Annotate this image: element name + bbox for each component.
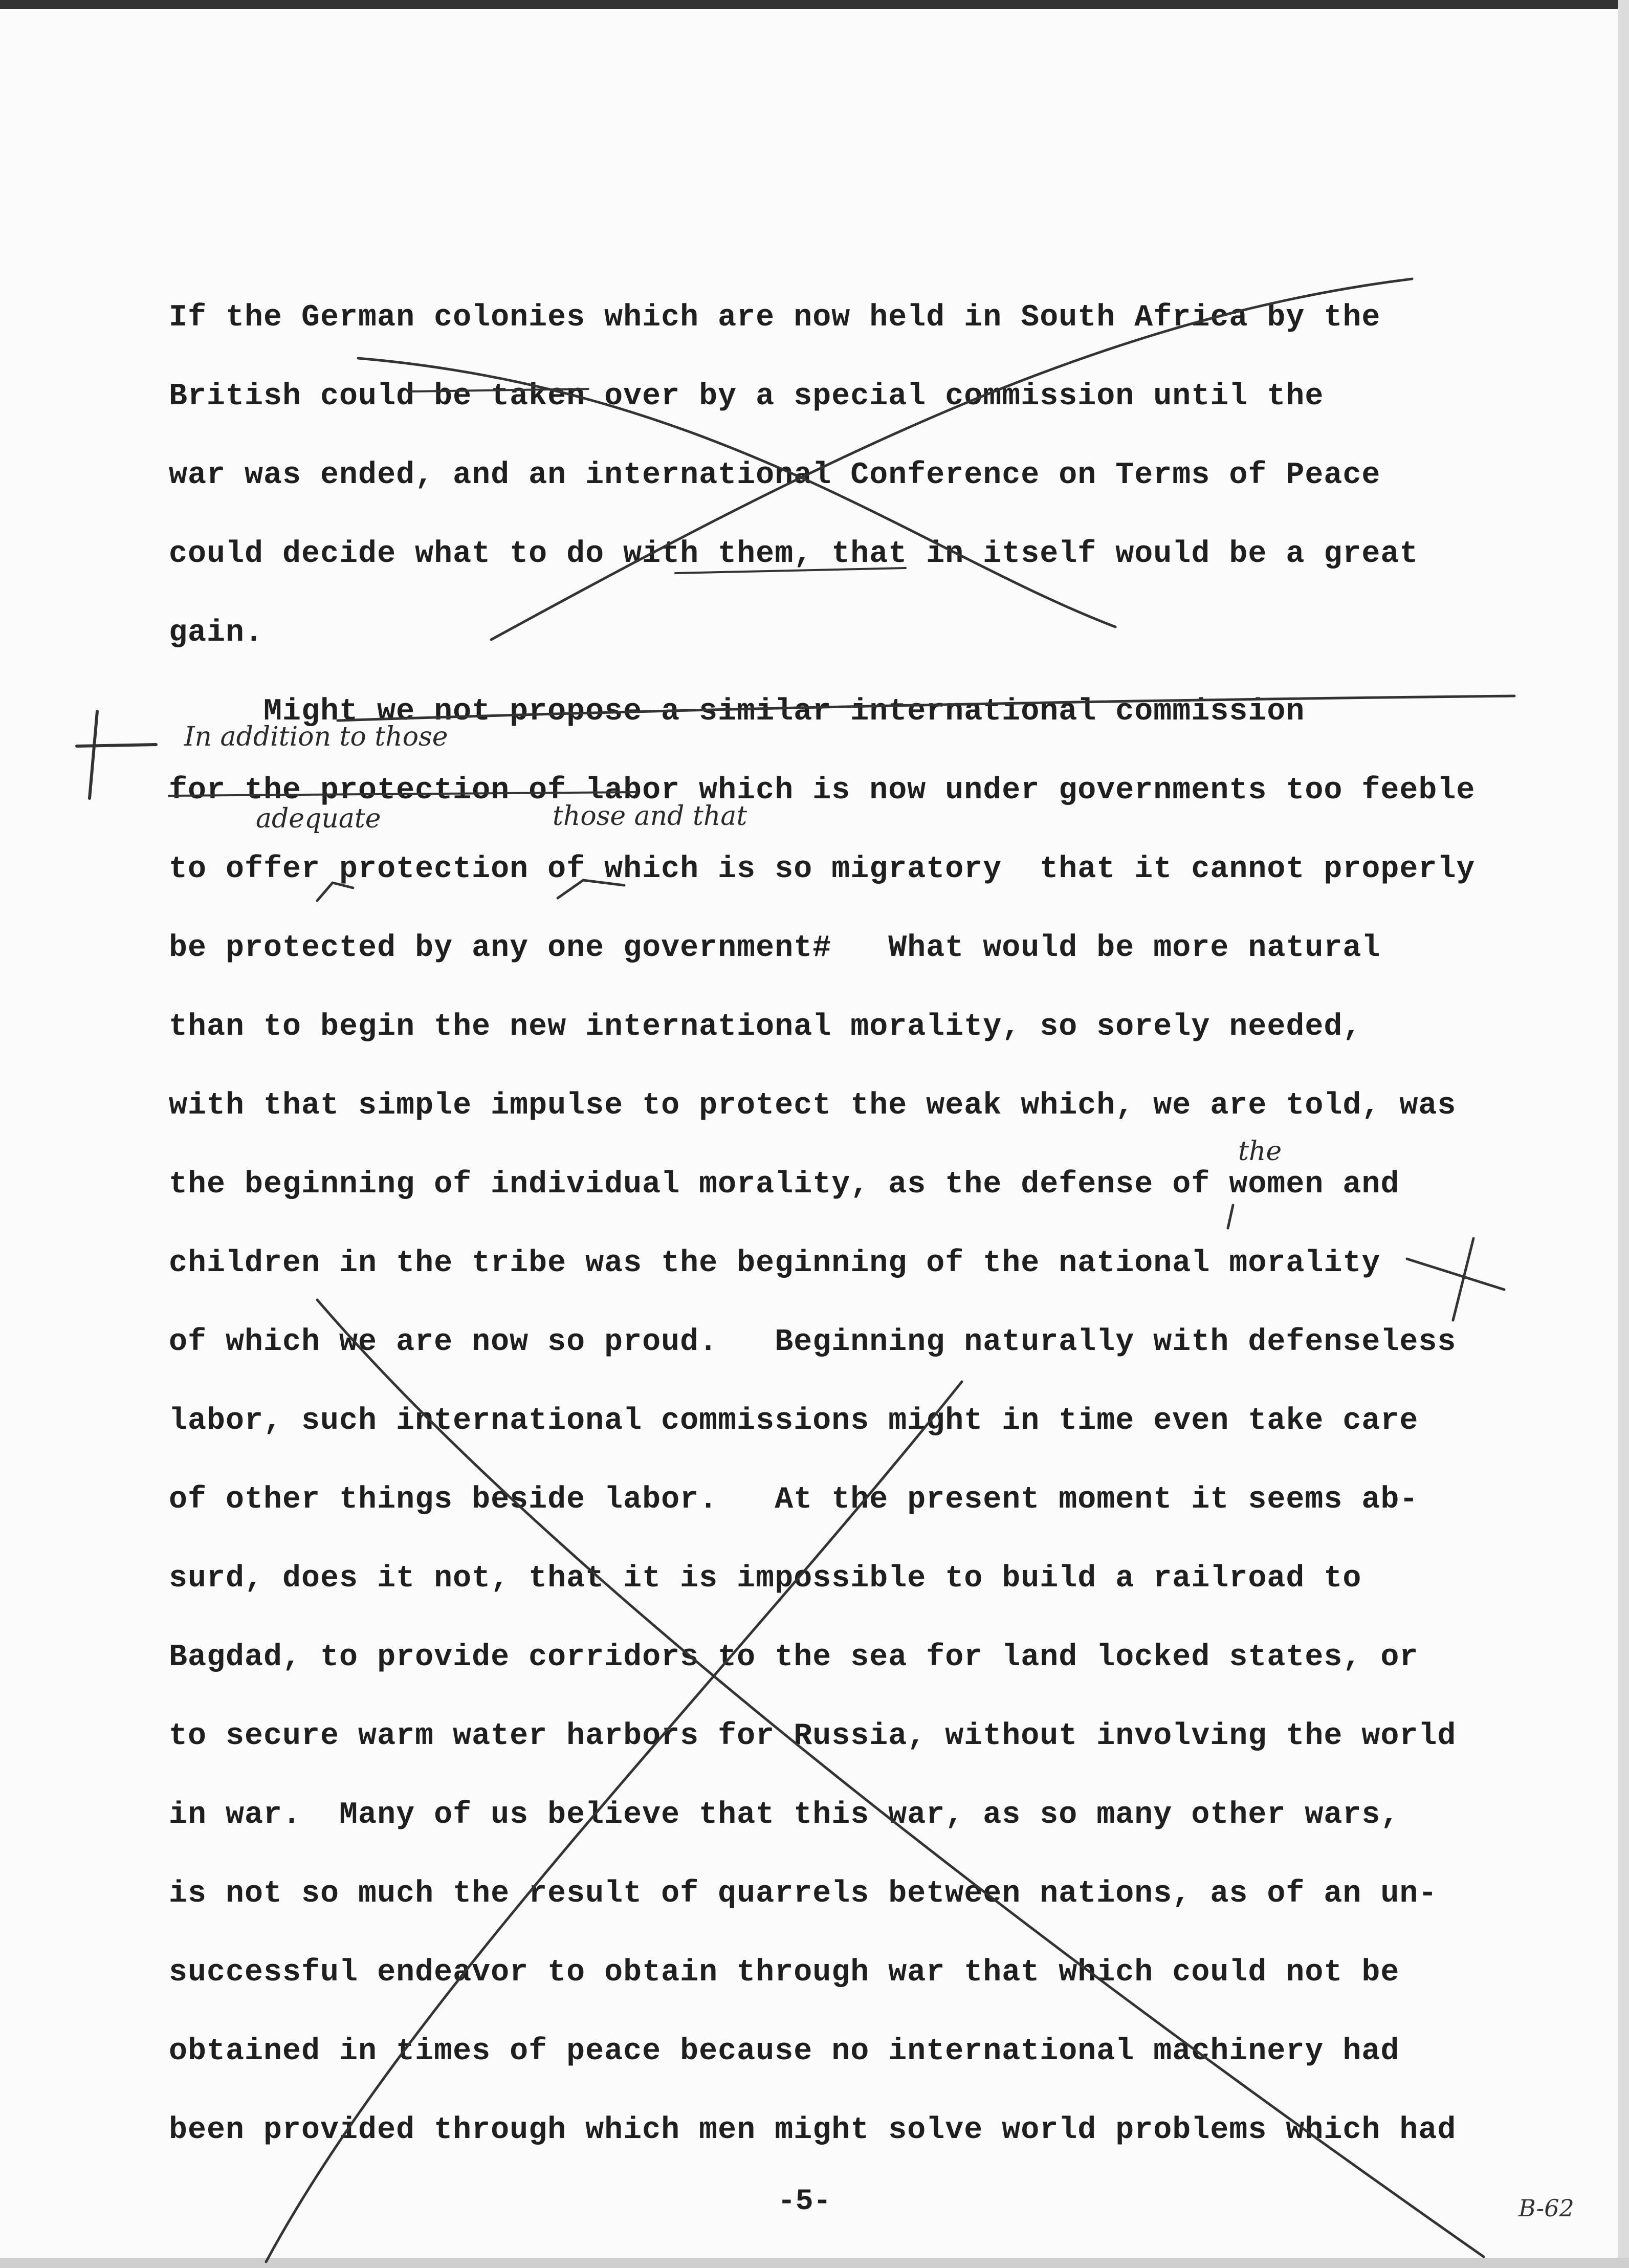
text-line: labor, such international commissions might in time even take care <box>169 1404 1419 1438</box>
scan-right-edge <box>1618 0 1629 2268</box>
margin-plus-vertical <box>90 711 97 798</box>
text-line: Bagdad, to provide corridors to the sea for land locked states, or <box>169 1640 1419 1675</box>
insert-note-those: those and that <box>553 801 747 832</box>
typed-body-text <box>169 299 1509 2191</box>
text-line: surd, does it not, that it is impossible to build a railroad to <box>169 1561 1362 1596</box>
text-line: gain. <box>169 616 264 650</box>
text-line: of other things beside labor. At the present moment it seems ab- <box>169 1482 1419 1517</box>
text-line: children in the tribe was the beginning of the national morality <box>169 1246 1381 1281</box>
text-line: the beginning of individual morality, as the defense of women and <box>169 1167 1400 1202</box>
insert-note-adequate: adequate <box>256 803 381 834</box>
text-line: been provided through which men might solve world problems which had <box>169 2113 1457 2148</box>
scan-top-edge <box>0 0 1629 9</box>
text-line: be protected by any one government# What would be more natural <box>169 931 1381 966</box>
page-number: -5- <box>778 2185 831 2218</box>
text-line: than to begin the new international morality, so sorely needed, <box>169 1010 1362 1044</box>
text-line: obtained in times of peace because no international machinery had <box>169 2034 1400 2069</box>
scan-bottom-edge <box>0 2258 1629 2268</box>
text-line: If the German colonies which are now held in South Africa by the <box>169 300 1381 335</box>
text-line: Might we not propose a similar international commission <box>169 694 1305 729</box>
text-line: with that simple impulse to protect the weak which, we are told, was <box>169 1088 1457 1123</box>
text-line: to secure warm water harbors for Russia, without involving the world <box>169 1719 1457 1754</box>
text-line: for the protection of labor which is now under governments too feeble <box>169 773 1476 808</box>
text-line: successful endeavor to obtain through war that which could not be <box>169 1955 1400 1990</box>
text-line: in war. Many of us believe that this war, as so many other wars, <box>169 1798 1400 1833</box>
text-line: is not so much the result of quarrels between nations, as of an un- <box>169 1877 1438 1911</box>
text-line: to offer protection of which is so migratory that it cannot properly <box>169 852 1476 887</box>
insert-note-the: the <box>1238 1136 1282 1167</box>
text-line: could decide what to do with them, that in itself would be a great <box>169 537 1419 572</box>
margin-plus-horizontal <box>77 745 156 746</box>
text-line: war was ended, and an international Conference on Terms of Peace <box>169 458 1381 493</box>
text-line: of which we are now so proud. Beginning naturally with defenseless <box>169 1325 1457 1360</box>
margin-note: In addition to those <box>184 722 448 752</box>
text-line: British could be taken over by a special commission until the <box>169 379 1324 414</box>
archive-id: B-62 <box>1518 2194 1574 2222</box>
